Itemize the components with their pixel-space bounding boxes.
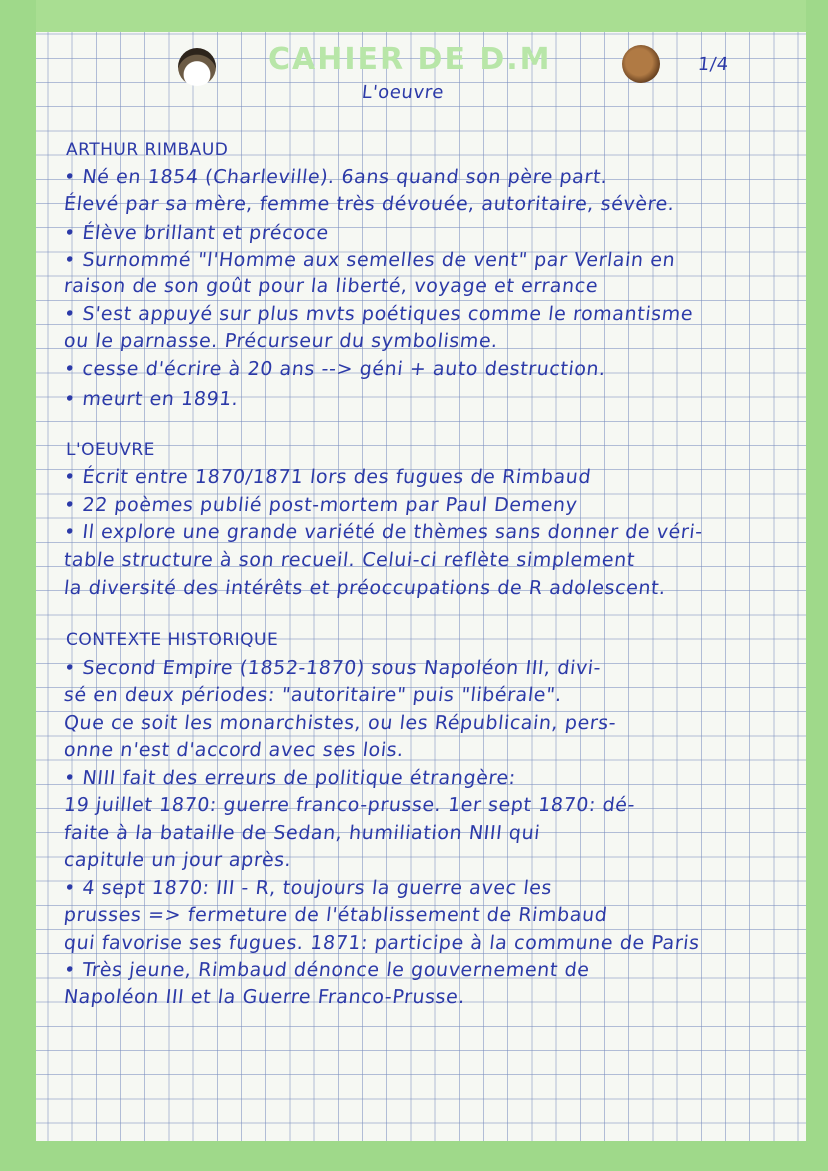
page-number: 1/4	[696, 54, 730, 75]
note-line: la diversité des intérêts et préoccupations de R adolescent.	[62, 577, 667, 599]
note-line: 19 juillet 1870: guerre franco-prusse. 1er sept 1870: dé-	[62, 794, 637, 816]
note-line: • cesse d'écrire à 20 ans --> géni + auto destruction.	[62, 358, 607, 380]
note-line: table structure à son recueil. Celui-ci reflète simplement	[62, 549, 637, 571]
note-line: qui favorise ses fugues. 1871: participe à la commune de Paris	[62, 932, 701, 954]
note-line: onne n'est d'accord avec ses lois.	[62, 739, 406, 761]
section-heading-oeuvre	[66, 440, 155, 460]
binder-hole-left	[178, 48, 216, 86]
note-line: • Très jeune, Rimbaud dénonce le gouvernement de	[62, 959, 591, 981]
note-line: sé en deux périodes: "autoritaire" puis "libérale".	[62, 684, 564, 706]
notebook-watermark: CAHIER DE D.M	[268, 42, 552, 77]
note-line: • 4 sept 1870: III - R, toujours la guerre avec les	[62, 877, 554, 899]
note-line: • Il explore une grande variété de thèmes sans donner de véri-	[62, 521, 704, 543]
note-line: • Né en 1854 (Charleville). 6ans quand son père part.	[62, 166, 609, 188]
note-line: raison de son goût pour la liberté, voyage et errance	[62, 275, 600, 297]
note-line: Que ce soit les monarchistes, ou les Républicain, pers-	[62, 712, 618, 734]
note-line: • 22 poèmes publié post-mortem par Paul Demeny	[62, 494, 579, 516]
note-line: Napoléon III et la Guerre Franco-Prusse.	[62, 986, 467, 1008]
page-subtitle: L'oeuvre	[360, 82, 446, 103]
section-heading-text: L'OEUVRE	[66, 440, 155, 460]
section-heading-text: ARTHUR RIMBAUD	[66, 140, 229, 160]
note-line: • NIII fait des erreurs de politique étrangère:	[62, 767, 517, 789]
note-line: ou le parnasse. Précurseur du symbolisme.	[62, 330, 500, 352]
note-line: capitule un jour après.	[62, 849, 293, 871]
note-line: Élevé par sa mère, femme très dévouée, autoritaire, sévère.	[62, 193, 676, 215]
section-heading-rimbaud	[66, 140, 228, 160]
note-line: • Élève brillant et précoce	[62, 222, 330, 244]
note-line: • Surnommé "l'Homme aux semelles de vent" par Verlain en	[62, 249, 677, 271]
note-line: faite à la bataille de Sedan, humiliation NIII qui	[62, 822, 542, 844]
section-heading-contexte	[66, 630, 278, 650]
binder-hole-right	[622, 45, 660, 83]
note-line: prusses => fermeture de l'établissement de Rimbaud	[62, 904, 609, 926]
note-line: • Écrit entre 1870/1871 lors des fugues de Rimbaud	[62, 466, 593, 488]
section-heading-text: CONTEXTE HISTORIQUE	[66, 630, 279, 650]
note-line: • Second Empire (1852-1870) sous Napoléon III, divi-	[62, 657, 603, 679]
note-line: • meurt en 1891.	[62, 388, 240, 410]
note-line: • S'est appuyé sur plus mvts poétiques comme le romantisme	[62, 303, 695, 325]
